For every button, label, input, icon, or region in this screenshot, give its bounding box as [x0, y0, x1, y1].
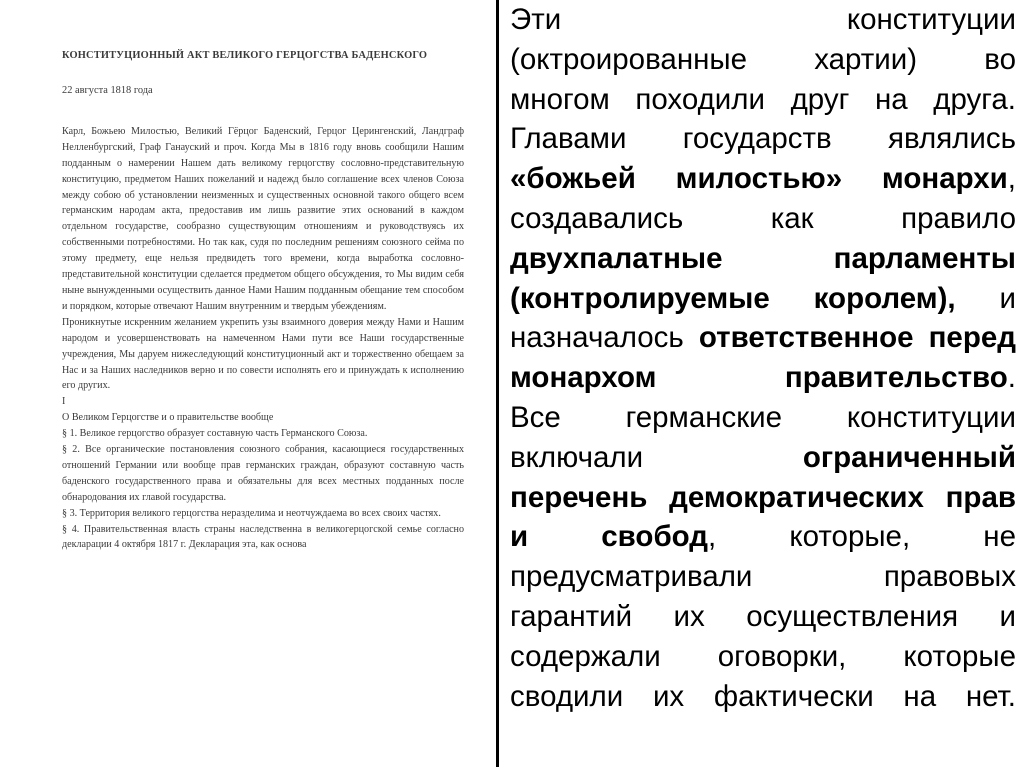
word: создавались [510, 201, 684, 235]
document-paragraph: О Великом Герцогстве и о правительстве вообще [62, 412, 274, 424]
word: гарантий [510, 599, 633, 633]
bold-word: королем), [813, 281, 956, 315]
document-body [62, 124, 464, 553]
bold-word: (контролируемые [510, 281, 770, 315]
slide-text-line [510, 557, 1016, 597]
document-paragraph: Проникнутые искренним желанием укрепить узы взаимного доверия между Нами и Нашим народом и усовершенствовать на намеченном Нами пути все Наши государственные учреждения, Мы даруем нижеследующий конституционный акт и торжественно обещаем за Нас и за Наших наследников верно и по совести исполнять его и принуждать к исполнению его других. [62, 316, 464, 392]
slide-text-line [510, 478, 1016, 518]
bold-word: «божьей [510, 162, 636, 196]
word: осуществления [746, 599, 959, 633]
slide-text-line [510, 0, 1016, 40]
word: (октроированные [510, 42, 748, 76]
bold-word: демократических [669, 480, 924, 514]
word: их [673, 599, 705, 633]
word: нет. [965, 679, 1016, 713]
document-paragraph: § 4. Правительственная власть страны наследственна в великогерцогской семье согласно декларации 4 октября 1817 г. Декларация эта, как основа [62, 523, 464, 551]
word: и [999, 599, 1016, 633]
document-paragraph: § 2. Все органические постановления союзного собрания, касающиеся государственных отношений Германии или вообще прав германских граждан, образуют составную часть баденского государственного права и обязательны для всех местных подданных после обнародования их главой государства. [62, 444, 464, 503]
slide-text-line [510, 597, 1016, 637]
word: правовых [883, 560, 1016, 594]
word: походили [635, 82, 765, 116]
bold-word: и [510, 520, 529, 554]
slide-text-line [510, 80, 1016, 120]
word: конституции [846, 3, 1016, 36]
word: которые [903, 639, 1016, 673]
bold-word: монархи, [881, 162, 1016, 196]
document-paragraph: § 1. Великое герцогство образует составную часть Германского Союза. [62, 428, 368, 440]
slide-text-line [510, 438, 1016, 478]
slide-text-line [510, 279, 1016, 319]
word: оговорки, [717, 639, 847, 673]
word: друга. [933, 82, 1016, 116]
word: Эти [510, 3, 562, 36]
vertical-divider [496, 0, 499, 767]
word: многом [510, 82, 610, 116]
bold-word: правительство. [784, 361, 1016, 395]
bold-word: свобод, [601, 520, 717, 554]
bold-word: милостью» [675, 162, 843, 196]
bold-word: монархом [510, 361, 657, 395]
slide-text-line [510, 199, 1016, 239]
word: правило [901, 201, 1016, 235]
word: сводили [510, 679, 624, 713]
word: фактически [713, 679, 874, 713]
word: как [770, 201, 814, 235]
document-title: КОНСТИТУЦИОННЫЙ АКТ ВЕЛИКОГО ГЕРЦОГСТВА БАДЕНСКОГО [62, 50, 428, 61]
word: не [983, 520, 1016, 554]
word: включали [510, 440, 644, 474]
word: государств [682, 122, 832, 156]
word: и [999, 281, 1016, 315]
slide-text-line [510, 398, 1016, 438]
slide-text-line [510, 358, 1016, 398]
bold-word: перечень [510, 480, 648, 514]
bold-word: двухпалатные [510, 241, 723, 275]
word: друг [790, 82, 850, 116]
slide-text-block [510, 0, 1016, 716]
bold-word: ограниченный [802, 440, 1016, 474]
bold-word: парламенты [833, 241, 1016, 275]
word: во [984, 42, 1016, 76]
slide-text-line [510, 637, 1016, 677]
document-date: 22 августа 1818 года [62, 85, 153, 96]
document-paragraph: I [62, 396, 66, 408]
word: германские [625, 400, 783, 434]
slide-text-line [510, 239, 1016, 279]
word: хартии) [814, 42, 918, 76]
document-paragraph: Карл, Божьею Милостью, Великий Гёрцог Баденский, Герцог Церингенский, Ландграф Нелленбургский, Граф Ганауский и проч. Когда Мы в 1816 году вновь сообщили Нашим подданным о намерении Нашем дать великому герцогству сословно-представительную конституцию, предметом Наших пожеланий и надежд было соглашение всех членов Союза между собою об установлении неизменных и существенных основной такого общего всем германским народам акта, предоставив им лишь развитие этих оснований в каждом отдельном государстве, сообразно существующим отношениям и руководствуясь их собственными потребностями. Но так как, судя по последним решениям союзного сейма по этому предмету, еще нельзя предвидеть того времени, когда выработка сословно-представительной конституции сделается предметом общего обсуждения, то Мы видим себя ныне вынужденными осуществить данное Нами Нашим подданным обещание тем способом и порядком, которые отвечают Нашим внутренним и твердым убеждениям. [62, 125, 464, 312]
bold-word: перед [928, 321, 1016, 355]
word: назначалось [510, 321, 684, 355]
word: конституции [846, 400, 1016, 434]
bold-word: прав [945, 480, 1016, 514]
scanned-document-image [0, 0, 496, 767]
document-paragraph: § 3. Территория великого герцогства неразделима и неотчуждаема во всех своих частях. [62, 507, 441, 519]
slide-text-line [510, 677, 1016, 717]
word: их [652, 679, 685, 713]
slide-text-line [510, 119, 1016, 159]
word: являлись [888, 122, 1016, 156]
slide-text-line [510, 517, 1016, 557]
word: предусматривали [510, 560, 753, 594]
bold-word: ответственное [698, 321, 914, 355]
word: которые, [789, 520, 911, 554]
slide-text-line [510, 159, 1016, 199]
word: на [874, 82, 908, 116]
scanned-document [62, 48, 464, 553]
word: Главами [510, 122, 627, 156]
word: на [903, 679, 937, 713]
slide-text-line [510, 40, 1016, 80]
word: содержали [510, 639, 661, 673]
word: Все [510, 400, 561, 434]
slide-text-line [510, 318, 1016, 358]
